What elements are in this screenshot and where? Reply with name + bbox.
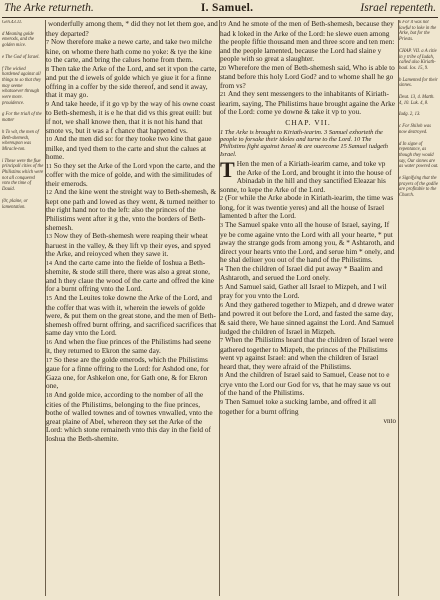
verse-number: 18	[46, 392, 52, 399]
catchword: vnto	[383, 417, 396, 426]
verse-number: 11	[46, 163, 52, 170]
verse-number: 7	[220, 338, 223, 345]
verse	[220, 221, 396, 265]
verse-text: Wherefore the men of Beth-shemesh said, Who is able to stand before this holy Lord God? and to whome shall he go from vs?	[220, 62, 395, 90]
verse-text: Then take the Arke of the Lord, and set it vpon the carte, and put the d iewels of golde which ye giue it for a finne offring in a coffer by the side thereof, and send it away, that it may go.	[46, 63, 217, 100]
verse	[46, 38, 218, 65]
header-left: The Arke returneth.	[4, 2, 94, 14]
verse	[220, 194, 396, 221]
verse	[46, 65, 218, 100]
verse-text: And golde mice, according to the nomber of all the cities of the Philistims, belonging to the fiue princes, bothe of walled townes and of townes vnwalled, vnto the great plaine of Abel, whereon they set the Arke of the Lord: which stone remaineth vnto this day in the field of Ioshua the Beth-shemite.	[46, 389, 213, 443]
verse-number: 13	[46, 234, 52, 241]
verses-chapter-7	[220, 194, 396, 416]
margin-note: g For the triall of the matter	[2, 112, 42, 124]
verse-text: The Samuel spake vnto all the house of Israel, saying, If ye be come againe vnto the Lord with all your hearte, * put away the strange gods from among you, & * Ashtaroth, and direct your hearts vnto the Lord, and serue him * onely, and he shal deliuer you out of the hand of the Philistims.	[220, 220, 395, 265]
verse	[46, 188, 218, 232]
verse-text: (For while the Arke abode in Kiriath-iearim, the time was long, for it was twentie yeres) and all the house of Israel lamented b after the Lord.	[220, 193, 394, 221]
verse-number: 21	[220, 92, 226, 99]
margin-note: k For it was not lawful to loke in the Arke, but for the Priests.	[399, 20, 437, 43]
chapter-heading: CHAP. VII.	[285, 118, 331, 128]
verse	[220, 265, 396, 283]
verse-number: 19	[220, 22, 226, 28]
margin-note: Deut. 13, 4. Matth. 4, 10. Luk. 4, 8.	[399, 95, 435, 106]
margin-note: h To wit, the men of Beth-shemesh, whereupon was Miracle-ton.	[2, 129, 39, 152]
margin-note: Gen.43.11.	[2, 20, 23, 25]
margin-note: i These were the fiue principall cities of the Philistims which were not all conquered vnto the time of Dauid.	[2, 158, 44, 193]
verse	[220, 90, 396, 117]
verse	[220, 398, 396, 416]
margin-note: c For Shiloh was now destroyed.	[399, 124, 431, 135]
verse-text: Then Samuel toke a sucking lambe, and offred it all together for a burnt offring	[220, 396, 377, 416]
verse	[220, 283, 396, 301]
verse-number: 4	[220, 266, 223, 273]
verse-number: 17	[46, 357, 52, 364]
verse-text: And Samuel said, Gather all Israel to Mizpeh, and I wil pray for you vnto the Lord.	[220, 281, 387, 301]
chapter-first-verse	[220, 157, 396, 194]
margin-note: Iudg. 2, 13.	[399, 112, 421, 118]
verse-number: 16	[46, 339, 52, 346]
margin-note: d Meaning golde emerods, and the golden mice.	[2, 31, 34, 49]
verse-text: And they gathered together to Mizpeh, and d drewe water and powred it out before the Lord, and fasted the same day, & said there, We haue sinned against the Lord. And Samuel iudged the children of Israel in Mizpeh.	[220, 299, 394, 336]
verse-text: And the carte came into the fielde of Ioshua a Beth-shemite, & stode still there, there was also a great stone, and h they claue the wood of the carte and offred the kine for a burnt offring vnto the Lord.	[46, 257, 215, 294]
verse	[46, 294, 218, 338]
verse-number: 6	[220, 302, 223, 309]
verse-text: And the men did so: for they tooke two kine that gaue milke, and tyed them to the carte and shut the calues at home.	[46, 134, 212, 162]
verse-text: wonderfully among them, * did they not let them goe, and they departed?	[46, 20, 218, 38]
verse-number: 10	[46, 137, 52, 144]
verse-number: 2	[220, 196, 223, 203]
verse-number: 20	[220, 65, 226, 72]
verse	[46, 100, 218, 135]
header-rule	[2, 17, 438, 18]
verse-text: Then the children of Israel did put away * Baalim and Ashtaroth, and serued the Lord onely.	[220, 263, 383, 283]
verse	[46, 232, 218, 259]
verse-text: And take heede, if it go vp by the way of his owne coast to Beth-shemesh, it is e he that did vs this great euill: but if not, we shall knowe then, that it is not his hand that smote vs, but it was a f chance that happened vs.	[46, 98, 216, 135]
left-text-column	[46, 20, 218, 598]
verse-number: 8	[220, 373, 223, 380]
verse-number: 8	[46, 66, 49, 73]
verse	[220, 301, 396, 336]
verse-text: Now therefore make a newe carte, and take two milche kine, on whome there hath come no yoke: & tye the kine to the carte, and bring the calues home from them.	[46, 37, 212, 65]
verse	[46, 259, 218, 294]
verse-text: And they sent messengers to the inhabitants of Kiriath-iearim, saying, The Philistims haue brought againe the Arke of the Lord: come ye downe & take it vp to you.	[220, 89, 395, 117]
verse-number: 12	[46, 190, 52, 197]
verse-number: 5	[220, 284, 223, 291]
verse	[46, 20, 218, 38]
verse-text: And he smote of the men of Beth-shemesh, because they had k loked in the Arke of the Lord: he slewe euen among the people fiftie thousand men and three score and ten men: and the people lamented, because the Lord had slaine y people with so great a slaughter.	[220, 20, 395, 64]
verse	[46, 338, 218, 356]
verse-number: 3	[220, 223, 223, 230]
verse	[220, 64, 396, 91]
verse-text: And when the fiue princes of the Philistims had seene it, they returned to Ekron the same day.	[46, 336, 212, 356]
verse-number: 15	[46, 295, 52, 302]
verse-text: And the kine went the streight way to Beth-shemesh, & kept one path and lowed as they went, & turned neither to the right hand nor to the left: also the princes of the Philistims went after it g the, vnto the borders of Beth-shemesh.	[46, 187, 217, 232]
margin-note: e Signifying that the prayers of the godlie are profitable to the Church.	[399, 176, 438, 199]
chapter-argument: 1 The Arke is brought to Kiriath-iearim. 3 Samuel exhorteth the people to forsake their idoles and turne to the Lord. 10 The Philistims fight against Israel & are ouercome 15 Samuel iudgeth Israel.	[220, 128, 388, 158]
verse	[220, 336, 396, 371]
verse-number: 14	[46, 260, 52, 267]
verses-chapter-6-end	[220, 20, 396, 117]
header-right: Israel repenteth.	[360, 2, 436, 14]
verse-text: So these are the golde emerods, which the Philistims gaue for a finne offring to the Lord: for Ashdod one, for Gaza one, for Ashkelon one, for Gath one, & for Ekron one,	[46, 354, 210, 391]
margin-note: b Lamented for their sinnes.	[399, 77, 438, 89]
verse	[220, 371, 396, 398]
margin-note: CHAP. VII. a A citie in y tribe of Iudah, called also Kiriath-baal. Ios. 15, 9.	[399, 48, 437, 71]
margin-note: (0r, plaine, or lamentation.	[2, 198, 28, 210]
verse-number: 9	[220, 399, 223, 406]
right-text-column	[220, 20, 396, 598]
verse	[220, 20, 396, 64]
verse	[46, 356, 218, 391]
verse	[46, 391, 218, 443]
verse-text: When the Philistims heard that the children of Israel were gathered together to Mizpeh, the princes of the Philistims went vp against Israel: and when the children of Israel heard that, they were afraid of the Philistims.	[220, 335, 394, 371]
margin-note: f The wicked hardened against all things to so that they may seeme whatsoever through were more. prouidence.	[2, 66, 42, 106]
verse-text: And the children of Israel said to Samuel, Cease not to e crye vnto the Lord our God for vs, that he may saue vs out of the hand of the Philistims.	[220, 370, 391, 398]
running-header	[4, 2, 436, 16]
right-margin-notes	[399, 20, 439, 598]
verse	[46, 135, 218, 162]
verse-text: Now they of Beth-shemesh were reaping their wheat haruest in the valley, & they lift vp their eyes, and spyed the Arke, and reioyced when they sawe it.	[46, 231, 211, 259]
verse-text: And the Leuites toke downe the Arke of the Lord, and the coffer that was with it, wherein the iewels of golde were, & put them on the great stone, and the men of Beth-shemesh offred burnt offring, and sacrificed sacrifices that same day vnto the Lord.	[46, 292, 217, 338]
left-margin-notes	[2, 20, 44, 598]
header-center: I. Samuel.	[200, 2, 254, 14]
verse-number: 7	[46, 40, 49, 47]
margin-note: e The God of Israel.	[2, 54, 40, 60]
drop-capital: T	[220, 157, 235, 183]
first-verse-text: Hen the men of a Kiriath-iearim came, and toke vp the Arke of the Lord, and brought it into the house of Abinadab in the hill and they sanctified Eleazar his sonne, to kepe the Arke of the Lord.	[220, 159, 392, 194]
margin-note: d In signe of repentance, as though they would say, Our sinnes are as water powred out.	[399, 141, 439, 170]
verse-text: So they set the Arke of the Lord vpon the carte, and the coffer with the mice of golde, and with the similitudes of their emerods.	[46, 160, 216, 188]
verse	[46, 162, 218, 189]
verse-number: 9	[46, 101, 49, 108]
